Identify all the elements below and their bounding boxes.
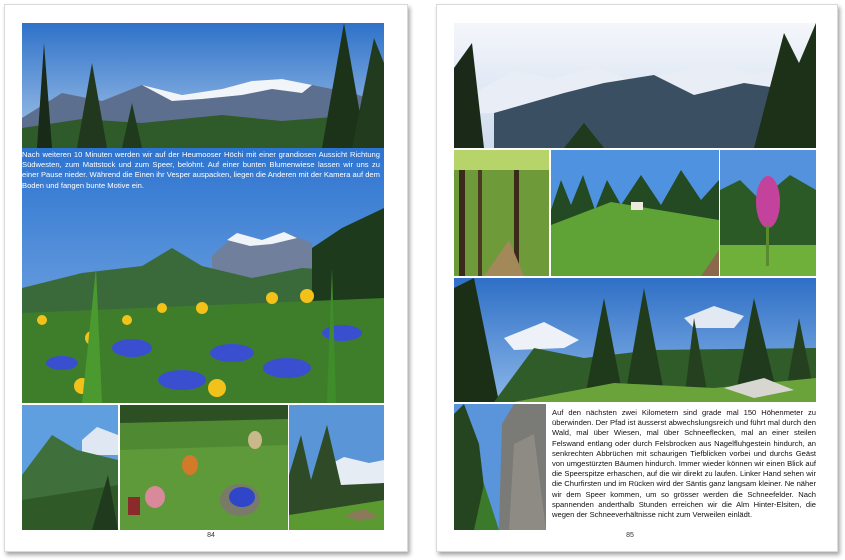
photo-panorama-firs <box>22 23 384 148</box>
photo-purple-orchid <box>720 150 816 276</box>
photo-alpine-range-panorama <box>454 23 816 148</box>
photo-hikers-resting <box>120 405 288 530</box>
photo-rock-face-path <box>454 404 546 530</box>
photo-firs-snowy-peak <box>289 405 384 530</box>
photo-forest-path <box>454 150 549 276</box>
right-page-number: 85 <box>626 532 634 539</box>
left-page-paragraph: Nach weiteren 10 Minuten werden wir auf der Heumooser Höchi mit einer grandiosen Aussicht Richtung Südwesten, zum Mattstock und zum Speer, belohnt. Auf einer bunten Blumenwiese lassen wir uns zu einer Pause nieder. Während die Einen ihr Vesper auspacken, liegen die Anderen mit der Kamera auf dem Boden und fangen bunte Motive ein. <box>22 150 380 190</box>
photo-alm-meadow-hut <box>551 150 719 276</box>
photo-green-mountain-ridge <box>22 405 118 530</box>
left-page-number: 84 <box>207 532 215 539</box>
right-page-paragraph: Auf den nächsten zwei Kilometern sind grade mal 150 Höhenmeter zu überwinden. Der Pfad ist äusserst abwechslungsreich und führt mal durch den Wald, mal über Wiesen, mal über Schneeflecken, mal an einer steilen Felswand entlang oder durch Felsbrocken aus Nagelfluhgestein hindurch, an senkrechten Abbrüchen mit schaurigen Tiefblicken vorbei und durchs Geäst von umgestürzten Bäumen hindurch. Immer wieder können wir einen Blick auf die Speerspitze erhaschen, auf die wir direkt zu laufen. Linker Hand sehen wir die Churfirsten und im Rücken wird der Säntis ganz langsam kleiner. Ne näher wir dem Speer kommen, um so grösser werden die Schneefelder. Nach spannenden anderthalb Stunden erreichen wir die Alm Hinter-Elsiten, die wegen der Schneeverhältnisse nicht zum Verweilen einlädt. <box>548 404 818 532</box>
photo-firs-meadow-peak <box>454 278 816 402</box>
